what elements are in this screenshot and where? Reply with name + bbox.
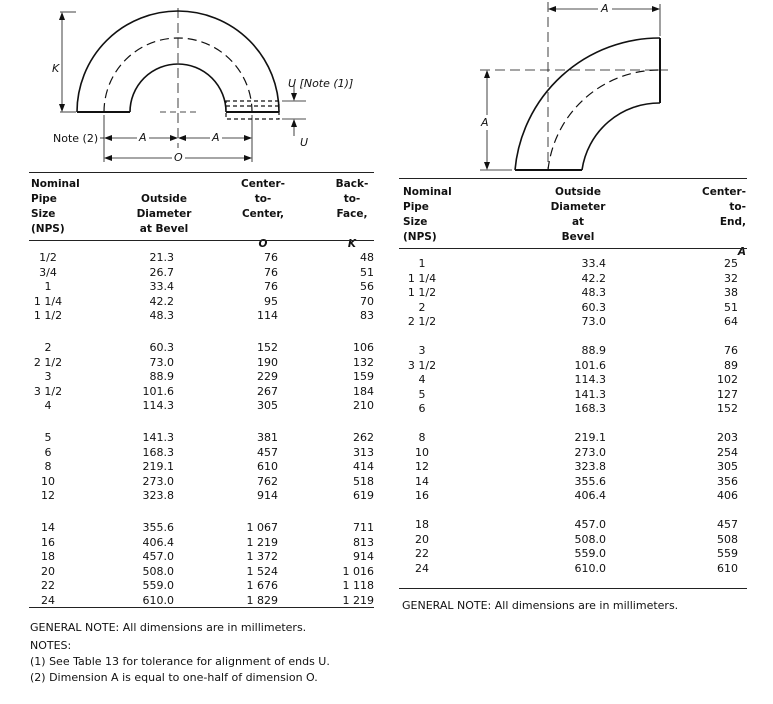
col-header-ctc: Center- to- Center, O [228,177,298,252]
table-cell: 159 [353,370,374,384]
table-cell: 323.8 [574,460,606,474]
table-cell: 95 [264,294,278,308]
table-cell: 2 1/2 [407,315,437,329]
table-cell: 610.0 [142,594,174,607]
table-cell: 313 [353,445,374,459]
table-cell: 5 [44,431,52,444]
table-cell: 457 [257,445,278,459]
table-cell: 12 [41,489,55,503]
col-header-od: Outside Diameter at Bevel [550,186,606,243]
note-2: (2) Dimension A is equal to one-half of dimension O. [30,671,318,684]
col-header-cte: Center- to- End, A [686,185,746,260]
table-cell: 168.3 [142,445,174,459]
table-cell: 114.3 [142,399,174,413]
table-cell: 406 [717,489,738,503]
table-cell: 267 [257,384,278,398]
table-cell: 56 [360,280,374,294]
table-cell: 3 [418,344,426,357]
table-cell: 355.6 [142,521,174,534]
table-cell: 559 [717,547,738,561]
col-header-nps: Nominal Pipe Size (NPS) [403,186,452,243]
table-cell: 101.6 [142,384,174,398]
table-cell: 559.0 [142,579,174,593]
table-cell: 24 [415,561,429,575]
table-cell: 4 [418,373,426,387]
table-cell: 457 [717,518,738,531]
table-cell: 48.3 [581,286,606,300]
table-cell: 14 [41,521,55,534]
table-cell: 60.3 [149,341,174,354]
col-header-od: Outside Diameter at Bevel [136,193,192,235]
table-cell: 406.4 [574,489,606,503]
table-cell: 168.3 [574,402,606,416]
table-cell: 1 219 [342,594,374,607]
table-cell: 203 [717,431,738,444]
table-cell: 2 [418,300,426,314]
table-cell: 305 [717,460,738,474]
table-cell: 559.0 [574,547,606,561]
table-cell: 141.3 [142,431,174,444]
header-rule [399,248,747,249]
table-cell: 48.3 [149,309,174,323]
table-cell: 18 [41,550,55,564]
table-cell: 73.0 [581,315,606,329]
table-cell: 3 [44,370,52,384]
table-cell: 1 1/2 [407,286,437,300]
table-cell: 24 [41,594,55,607]
col-header-cte-var: A [737,246,746,258]
table-cell: 414 [353,460,374,474]
table-cell: 20 [415,532,429,546]
table-top-rule [399,178,747,179]
dim-label-o: O [174,151,183,164]
table-cell: 262 [353,431,374,444]
table-cell: 22 [415,547,429,561]
table-cell: 457.0 [574,518,606,531]
table-cell: 102 [717,373,738,387]
table-cell: 305 [257,399,278,413]
dim-label-a-1: A [139,131,147,144]
table-cell: 76 [724,344,738,357]
table-cell: 20 [41,564,55,578]
col-header-btf: Back- to- Face, K [330,177,374,252]
table-cell: 42.2 [581,271,606,285]
table-cell: 141.3 [574,387,606,401]
table-cell: 254 [717,445,738,459]
dim-label-u-note: U [Note (1)] [288,77,354,90]
table-cell: 4 [44,399,52,413]
table-cell: 508.0 [574,532,606,546]
dim-label-u: U [300,136,309,149]
table-cell: 88.9 [149,370,174,384]
table-cell: 273.0 [574,445,606,459]
table-cell: 914 [353,550,374,564]
table-cell: 219.1 [574,431,606,444]
table-cell: 762 [257,474,278,488]
table-cell: 1 676 [246,579,278,593]
table-cell: 51 [360,265,374,279]
table-cell: 60.3 [581,300,606,314]
table-cell: 33.4 [581,257,606,270]
table-cell: 610 [257,460,278,474]
dim-label-a-2: A [212,131,220,144]
notes-title: NOTES: [30,639,72,652]
table-cell: 114 [257,309,278,323]
table-cell: 508 [717,532,738,546]
table-bottom-rule [399,588,747,589]
table-cell: 114.3 [574,373,606,387]
table-cell: 184 [353,384,374,398]
table-cell: 14 [415,474,429,488]
table-cell: 16 [415,489,429,503]
table-cell: 73.0 [149,355,174,369]
table-cell: 1 016 [342,564,374,578]
table-cell: 1 067 [246,521,278,534]
table-cell: 1 1/2 [33,309,63,323]
table-cell: 518 [353,474,374,488]
table-cell: 21.3 [149,251,174,264]
dim-label-k: K [52,62,60,75]
table-cell: 10 [41,474,55,488]
table-bottom-rule [29,607,374,608]
table-cell: 1 829 [246,594,278,607]
col-header-ctc-var: O [258,238,268,250]
table-cell: 3 1/2 [33,384,63,398]
table-cell: 76 [264,265,278,279]
table-cell: 381 [257,431,278,444]
table-cell: 6 [44,445,52,459]
table-cell: 3 1/2 [407,358,437,372]
table-cell: 26.7 [149,265,174,279]
table-cell: 1 [44,280,52,294]
table-cell: 8 [418,431,426,444]
table-cell: 12 [415,460,429,474]
table-cell: 70 [360,294,374,308]
table-cell: 6 [418,402,426,416]
table-cell: 33.4 [149,280,174,294]
table-cell: 38 [724,286,738,300]
table-cell: 273.0 [142,474,174,488]
table-cell: 32 [724,271,738,285]
general-note-right: GENERAL NOTE: All dimensions are in millimeters. [402,599,679,612]
table-cell: 323.8 [142,489,174,503]
table-cell: 813 [353,535,374,549]
table-cell: 2 1/2 [33,355,63,369]
dim-label-a-side: A [481,116,489,129]
table-cell: 76 [264,280,278,294]
col-header-btf-var: K [347,238,357,250]
table-cell: 10 [415,445,429,459]
table-cell: 76 [264,251,278,264]
table-cell: 2 [44,341,52,354]
table-cell: 711 [353,521,374,534]
table-cell: 5 [418,387,426,401]
note-1: (1) See Table 13 for tolerance for alignment of ends U. [30,655,330,668]
table-cell: 1 118 [342,579,374,593]
table-cell: 152 [717,402,738,416]
table-cell: 914 [257,489,278,503]
table-cell: 210 [353,399,374,413]
table-cell: 48 [360,251,374,264]
table-cell: 101.6 [574,358,606,372]
table-cell: 1 1/4 [33,294,63,308]
table-cell: 152 [257,341,278,354]
table-cell: 106 [353,341,374,354]
table-cell: 51 [724,300,738,314]
table-cell: 18 [415,518,429,531]
table-cell: 610 [717,561,738,575]
table-cell: 356 [717,474,738,488]
table-cell: 619 [353,489,374,503]
general-note-left: GENERAL NOTE: All dimensions are in millimeters. [30,621,307,634]
dim-label-a-top: A [598,2,612,15]
table-cell: 610.0 [574,561,606,575]
table-cell: 8 [44,460,52,474]
col-header-nps: Nominal Pipe Size (NPS) [31,178,80,235]
table-cell: 22 [41,579,55,593]
table-cell: 42.2 [149,294,174,308]
table-cell: 1 372 [246,550,278,564]
table-cell: 219.1 [142,460,174,474]
table-cell: 1 1/4 [407,271,437,285]
table-cell: 89 [724,358,738,372]
table-cell: 355.6 [574,474,606,488]
table-cell: 457.0 [142,550,174,564]
table-top-rule [29,172,374,173]
table-cell: 83 [360,309,374,323]
table-cell: 1/2 [39,251,57,264]
table-cell: 406.4 [142,535,174,549]
table-cell: 16 [41,535,55,549]
table-cell: 1 [418,257,426,270]
table-cell: 127 [717,387,738,401]
table-cell: 3/4 [39,265,57,279]
table-cell: 88.9 [581,344,606,357]
table-cell: 508.0 [142,564,174,578]
table-cell: 1 219 [246,535,278,549]
header-rule [29,240,374,241]
note2-label: Note (2) [53,132,99,145]
table-cell: 25 [724,257,738,270]
table-cell: 190 [257,355,278,369]
table-cell: 64 [724,315,738,329]
table-cell: 229 [257,370,278,384]
table-cell: 132 [353,355,374,369]
table-cell: 1 524 [246,564,278,578]
